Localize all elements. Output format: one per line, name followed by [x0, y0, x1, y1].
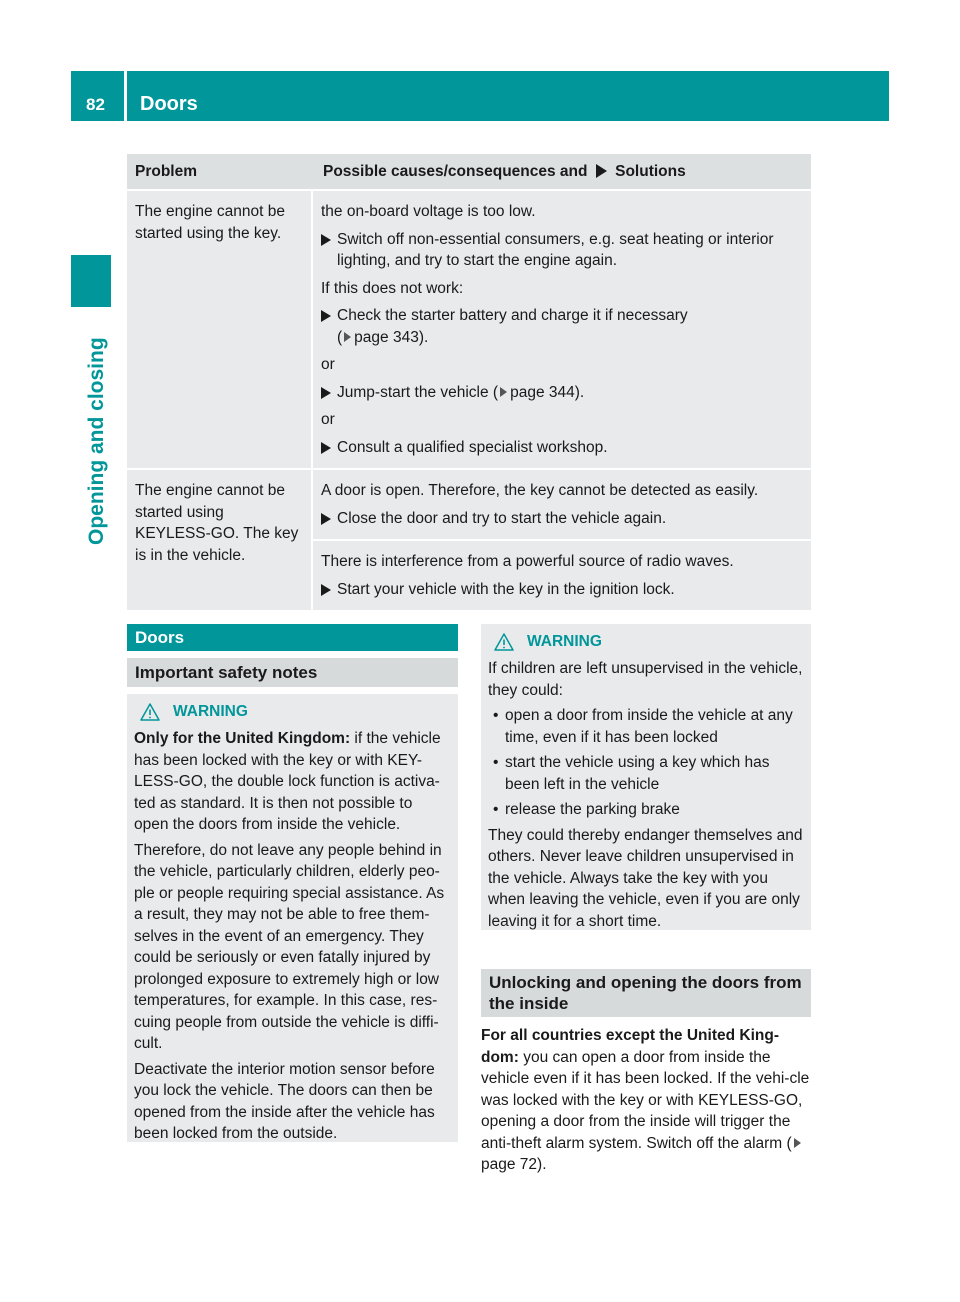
solution-block: [313, 470, 811, 539]
subheading-safety-notes: Important safety notes: [127, 658, 458, 687]
warning-intro: If children are left unsupervised in the vehicle, they could:: [488, 660, 803, 699]
warning-title-text: WARNING: [173, 703, 248, 720]
solution-cell: [313, 470, 811, 610]
solution-cell: [313, 191, 811, 468]
step-text: Close the door and try to start the vehicle again.: [337, 509, 667, 527]
warning-bullet: • open a door from inside the vehicle at any time, even if it has been locked: [488, 705, 804, 748]
section-heading-doors: Doors: [127, 624, 458, 651]
warning-para: Deactivate the interior motion sensor before you lock the vehicle. The doors can then be opened from the inside after the vehicle has been locked from the outside.: [134, 1060, 435, 1142]
solution-arrow-icon: [596, 164, 607, 178]
warning-title: [134, 702, 451, 722]
page-number: 82: [86, 95, 105, 114]
step-arrow-icon: [321, 387, 331, 399]
table-header-causes-label: Possible causes/consequences and: [323, 163, 588, 180]
side-tab-marker: [71, 255, 111, 307]
unlocking-body: [481, 1025, 813, 1176]
problem-cell: The engine cannot be started using KEYLESS-GO. The key is in the vehicle.: [127, 470, 313, 610]
unlocking-lead-bold: For all countries except the United King-dom:: [481, 1027, 779, 1066]
warning-title-text: WARNING: [527, 633, 602, 650]
table-row: [127, 189, 811, 468]
step-text: Start your vehicle with the key in the ignition lock.: [337, 580, 675, 598]
page-ref-icon: [500, 387, 507, 397]
page-ref-link[interactable]: page 72).: [481, 1156, 547, 1173]
header-separator: [124, 71, 127, 121]
cause-text: the on-board voltage is too low.: [321, 203, 536, 220]
warning-lead-bold: Only for the United Kingdom:: [134, 730, 351, 747]
step-arrow-icon: [321, 513, 331, 525]
side-tab-label: Opening and closing: [85, 337, 108, 545]
page-ref-link[interactable]: page 343).: [354, 328, 429, 346]
warning-para: [134, 728, 451, 836]
ref-prefix: (: [337, 328, 343, 346]
warning-bullet: • start the vehicle using a key which has been left in the vehicle: [488, 752, 804, 795]
or-text: or: [321, 356, 335, 373]
step-text: Switch off non-essential consumers, e.g. seat heating or interior lighting, and try to start the engine again.: [337, 230, 774, 269]
problem-cell: The engine cannot be started using the key.: [127, 191, 313, 468]
solution-block: [313, 191, 811, 468]
page-ref-icon: [794, 1138, 801, 1148]
warning-outro: They could thereby endanger themselves and others. Never leave children unsupervised in the vehicle. Always take the key with you when leaving the vehicle, even if you are only leaving it for a short time.: [488, 826, 803, 930]
table-header-row: [127, 154, 811, 189]
warning-triangle-icon: [140, 703, 160, 721]
solution-block: [313, 539, 811, 610]
cause-text: A door is open. Therefore, the key cannot be detected as easily.: [321, 482, 759, 499]
solution-step: [321, 508, 805, 530]
solution-step: [321, 382, 805, 404]
solution-step: [321, 229, 805, 272]
unlocking-text: you can open a door from inside the vehicle even if it has been locked. If the vehi-cle was locked with the key or with KEYLESS-GO, opening a door from the inside will trigger the anti-theft alarm system. Switch off the alarm (: [481, 1048, 810, 1152]
page-ref-link[interactable]: page 344).: [510, 383, 585, 401]
step-arrow-icon: [321, 584, 331, 596]
page-title: Doors: [140, 93, 198, 115]
cause-text: There is interference from a powerful source of radio waves.: [321, 553, 734, 570]
step-arrow-icon: [321, 442, 331, 454]
warning-title: [488, 632, 804, 652]
step-text: Jump-start the vehicle (: [337, 383, 499, 401]
solution-step: [321, 579, 805, 601]
troubleshooting-table: [127, 154, 811, 610]
warning-lead-text: if the vehicle has been locked with the key or with KEY-LESS-GO, the double lock function is activa-ted as standard. It is then not possible to open the doors from inside the vehicle.: [134, 730, 441, 833]
or-text: or: [321, 411, 335, 428]
warning-para: Therefore, do not leave any people behind in the vehicle, particularly children, elderly peo-ple or people requiring special assistance. As a result, they may not be able to free them-selves in the event of an emergency. They could be seriously or even fatally injured by prolonged exposure to extremely high or low temperatures, for example. In this case, res-cuing people from outside the vehicle is diffi-cult.: [134, 841, 445, 1052]
warning-triangle-icon: [494, 633, 514, 651]
cause-text: If this does not work:: [321, 279, 464, 297]
page-ref-icon: [344, 332, 351, 342]
step-text: Consult a qualified specialist workshop.: [337, 438, 608, 456]
table-header-solutions: [315, 154, 811, 189]
warning-box-uk: [127, 694, 458, 1142]
subheading-unlocking: Unlocking and opening the doors from the inside: [481, 969, 811, 1017]
warning-body: [134, 728, 451, 1145]
warning-bullet: • release the parking brake: [488, 799, 804, 821]
warning-box-children: [481, 624, 811, 930]
solution-step: [321, 305, 805, 348]
step-arrow-icon: [321, 234, 331, 246]
step-text: Check the starter battery and charge it if necessary: [337, 307, 688, 324]
table-header-solutions-label: Solutions: [615, 163, 686, 180]
table-header-problem: Problem: [135, 163, 198, 180]
step-arrow-icon: [321, 310, 331, 322]
warning-body: [488, 658, 804, 932]
solution-step: [321, 437, 805, 459]
table-row: [127, 468, 811, 610]
